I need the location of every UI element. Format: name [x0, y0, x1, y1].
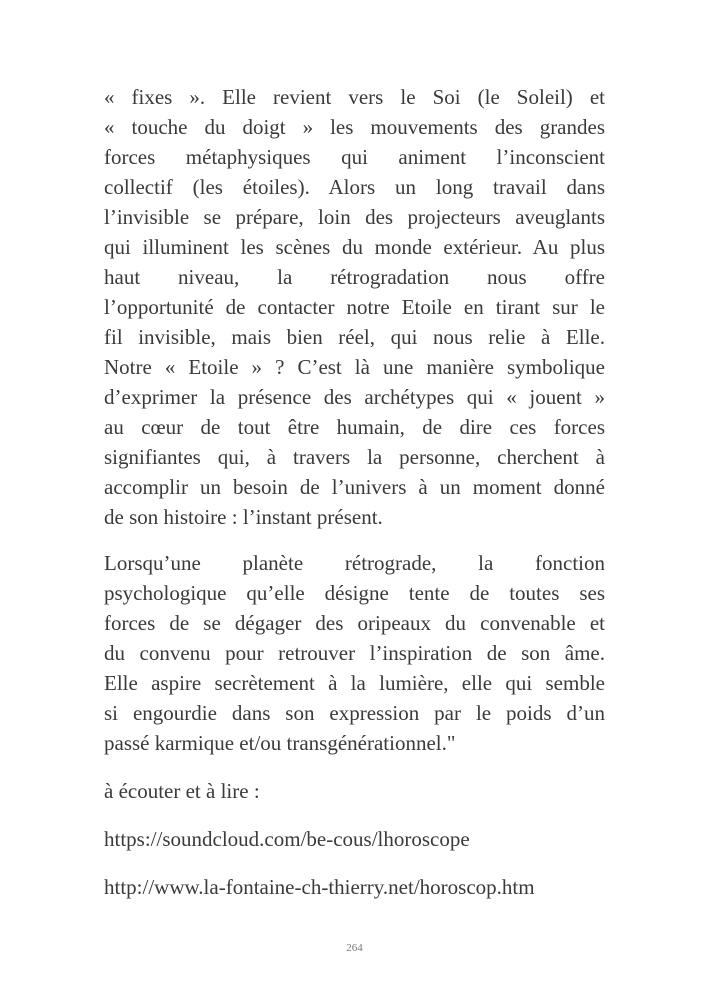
text-line: passé karmique et/ou transgénérationnel."	[104, 731, 456, 755]
soundcloud-link[interactable]: https://soundcloud.com/be-cous/lhoroscope	[104, 827, 470, 851]
listen-read-label: à écouter et à lire :	[104, 779, 260, 803]
text-line: d’exprimer la présence des archétypes qui « jouent »	[104, 385, 605, 409]
text-line: collectif (les étoiles). Alors un long travail dans	[104, 175, 605, 199]
text-line: l’invisible se prépare, loin des projecteurs aveuglants	[104, 205, 605, 229]
text-line: de son histoire : l’instant présent.	[104, 505, 383, 529]
text-line: fil invisible, mais bien réel, qui nous relie à Elle.	[104, 325, 605, 349]
text-line: qui illuminent les scènes du monde extérieur. Au plus	[104, 235, 605, 259]
text-line: du convenu pour retrouver l’inspiration de son âme.	[104, 641, 605, 665]
page-number: 264	[346, 942, 363, 954]
text-line: forces métaphysiques qui animent l’inconscient	[104, 145, 605, 169]
text-line: au cœur de tout être humain, de dire ces forces	[104, 415, 605, 439]
text-line: psychologique qu’elle désigne tente de toutes ses	[104, 581, 605, 605]
text-line: Lorsqu’une planète rétrograde, la fonction	[104, 551, 605, 575]
text-line: haut niveau, la rétrogradation nous offre	[104, 265, 605, 289]
text-line: Elle aspire secrètement à la lumière, elle qui semble	[104, 671, 605, 695]
fontaine-website-link[interactable]: http://www.la-fontaine-ch-thierry.net/horoscop.htm	[104, 875, 535, 899]
text-line: « touche du doigt » les mouvements des grandes	[104, 115, 605, 139]
text-line: l’opportunité de contacter notre Etoile en tirant sur le	[104, 295, 605, 319]
paragraph-retrogradation	[104, 82, 605, 532]
page-body	[104, 82, 605, 902]
text-line: « fixes ». Elle revient vers le Soi (le Soleil) et	[104, 85, 605, 109]
paragraph-planete-retrograde	[104, 548, 605, 758]
text-line: signifiantes qui, à travers la personne, cherchent à	[104, 445, 605, 469]
text-line: accomplir un besoin de l’univers à un moment donné	[104, 475, 605, 499]
text-line: si engourdie dans son expression par le poids d’un	[104, 701, 605, 725]
text-line: Notre « Etoile » ? C’est là une manière symbolique	[104, 355, 605, 379]
text-line: forces de se dégager des oripeaux du convenable et	[104, 611, 605, 635]
